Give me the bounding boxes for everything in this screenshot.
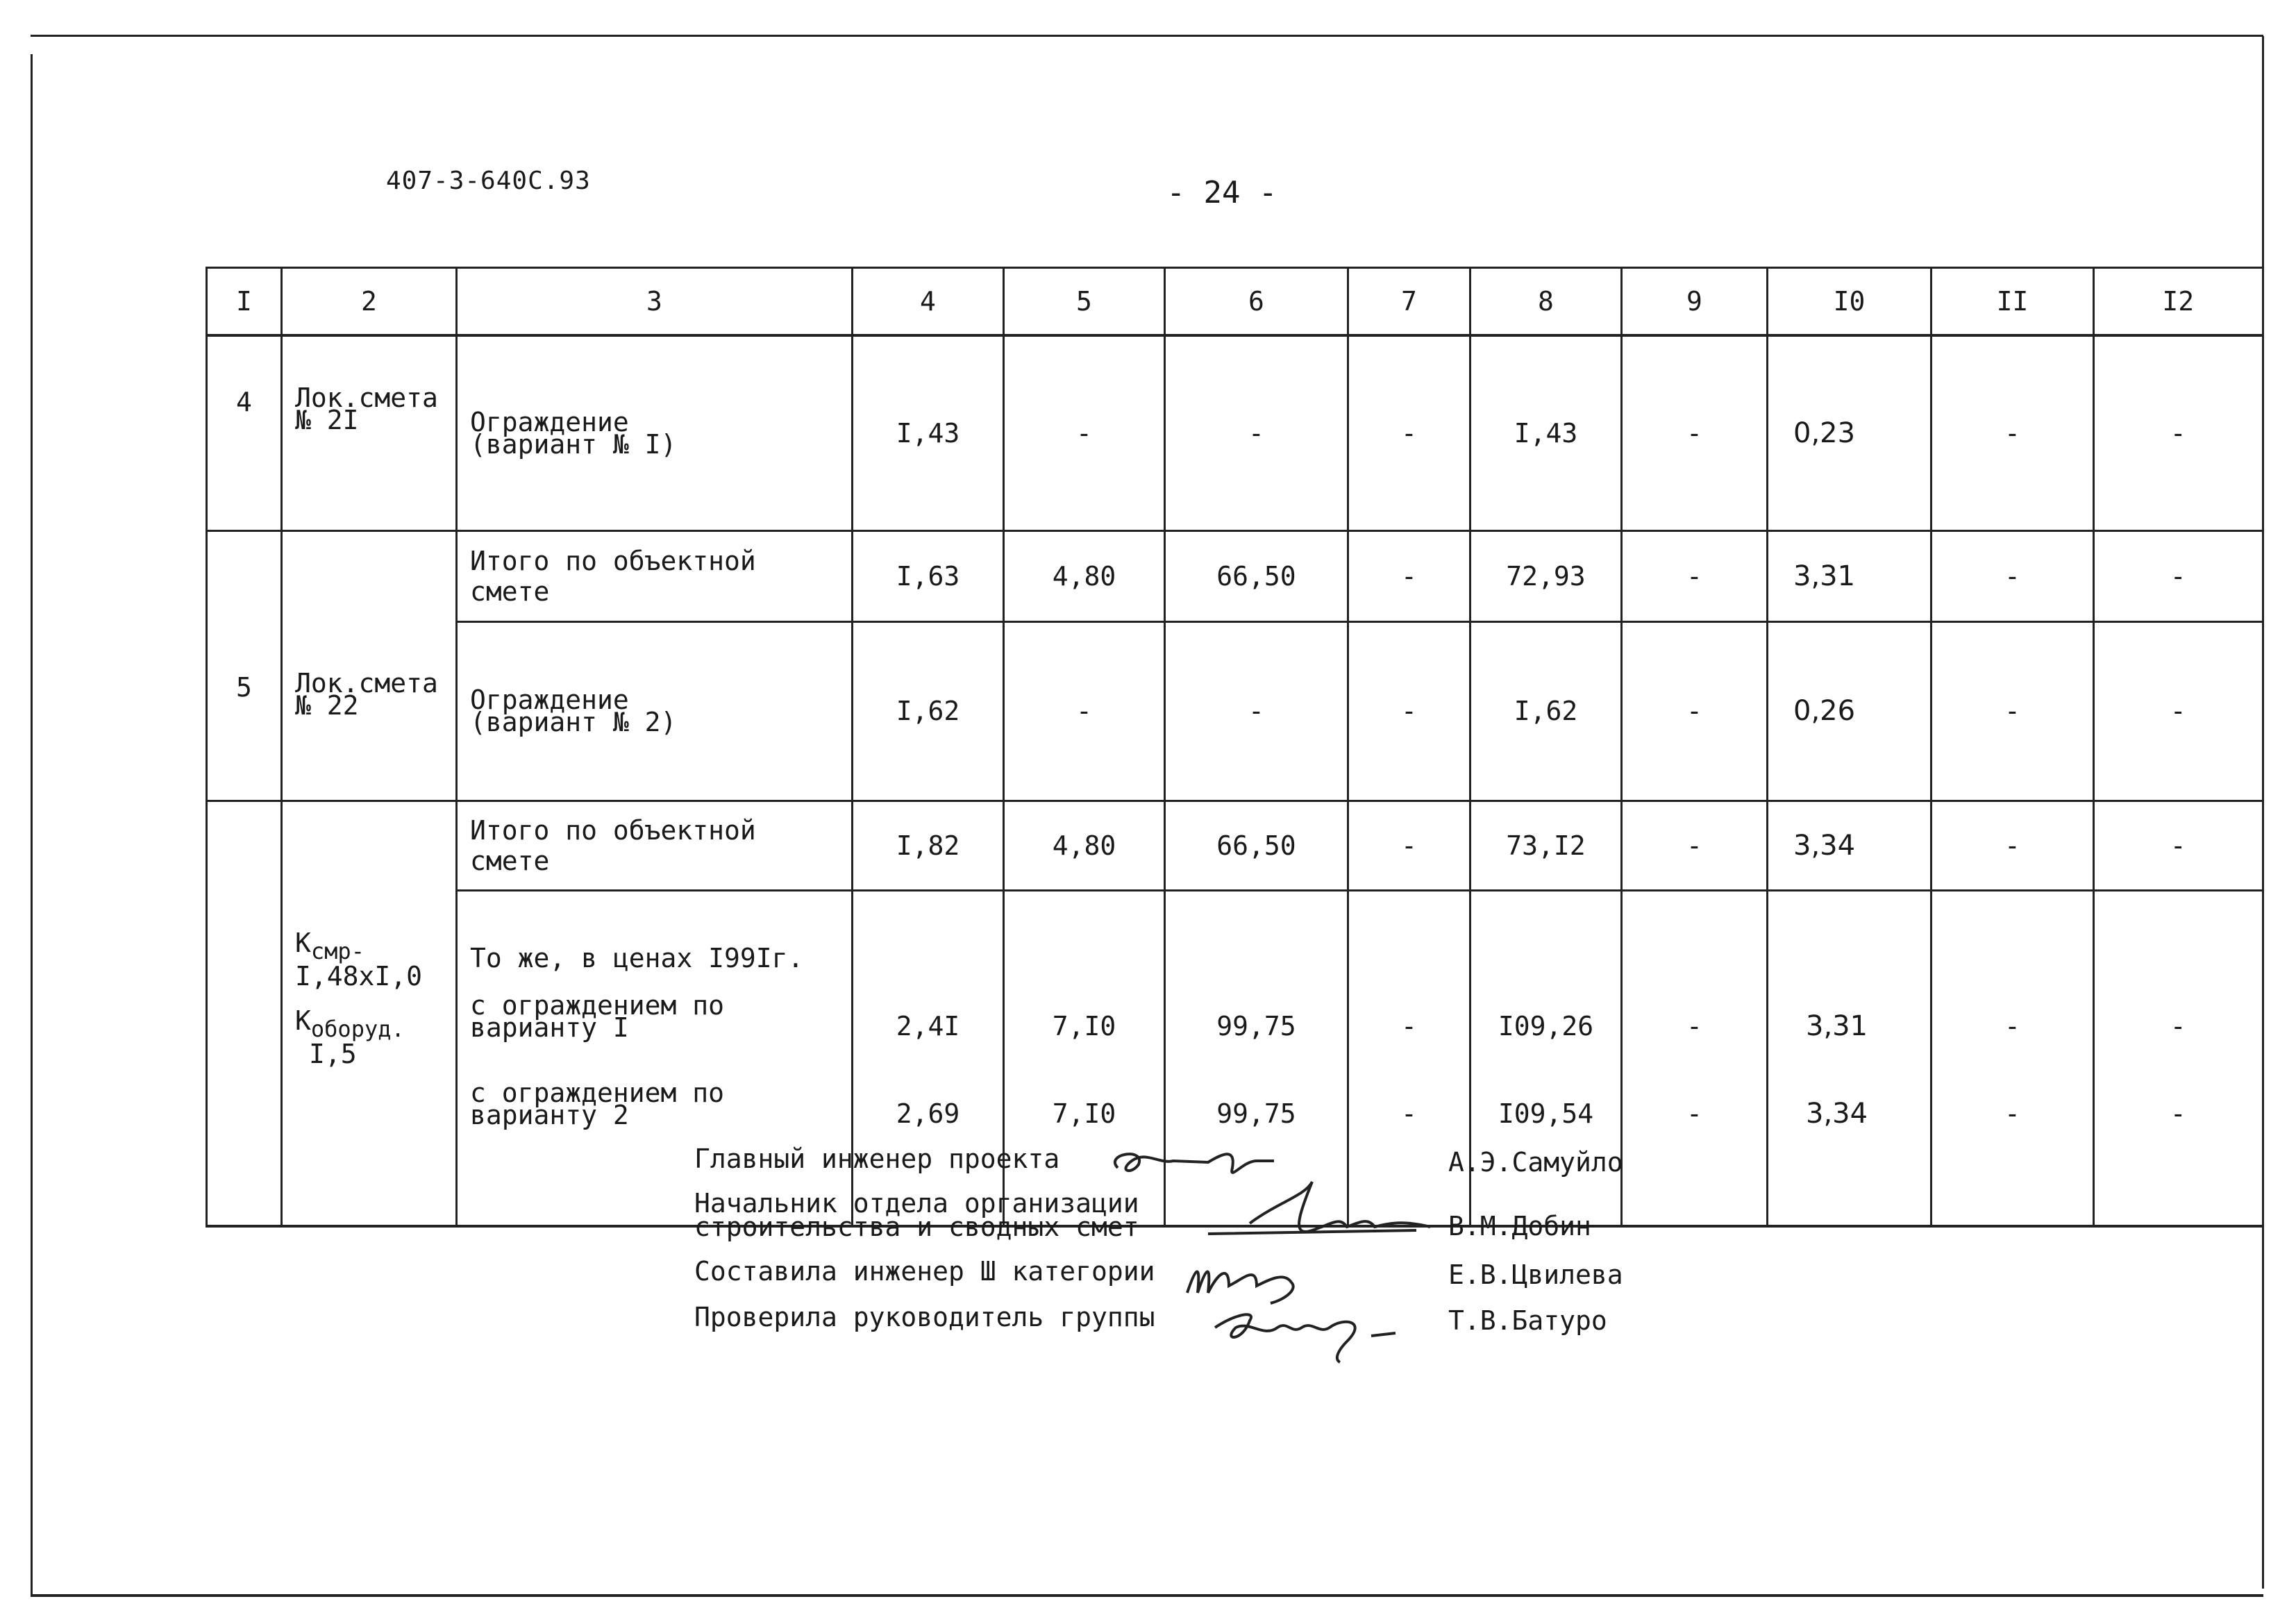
page-border-left xyxy=(31,54,33,1597)
cell-value: 73,I2 xyxy=(1470,801,1622,890)
cell-value: I,63 xyxy=(853,531,1004,622)
cell-value: - xyxy=(1686,1098,1702,1129)
cell-value: - xyxy=(2094,335,2262,531)
cell-value: 7,I0 xyxy=(1052,1098,1116,1129)
table-row xyxy=(207,531,2262,622)
final-values-col4 xyxy=(853,890,1004,1226)
cell-value: 2,4I xyxy=(896,1010,960,1041)
cell-value: I,43 xyxy=(1470,335,1622,531)
cell-value: - xyxy=(1348,622,1470,801)
cell-value: I09,26 xyxy=(1498,1010,1594,1041)
row-name xyxy=(457,622,853,801)
cell-value: - xyxy=(1622,531,1768,622)
signer-name: Е.В.Цвилева xyxy=(1448,1259,1623,1290)
cell-value: - xyxy=(2004,1010,2020,1041)
final-values-col11 xyxy=(1932,890,2094,1226)
cell-value: - xyxy=(1004,335,1165,531)
basis-line: Лок.смета xyxy=(295,667,438,698)
signer-role: Составила инженер Ш категории xyxy=(694,1256,1155,1287)
table-row xyxy=(207,801,2262,890)
row-basis xyxy=(282,622,457,801)
coefficient-smr: $К_{смр-}$ xyxy=(295,928,364,964)
cell-value-handwritten: 3,31 xyxy=(1768,531,1932,622)
final-name-cell xyxy=(457,890,853,1226)
cell-value: - xyxy=(1686,1010,1702,1041)
cell-value-handwritten: 3,31 xyxy=(1806,1010,1868,1042)
cell-value: I,43 xyxy=(853,335,1004,531)
handwritten-signature xyxy=(1208,1300,1416,1375)
table-row xyxy=(207,622,2262,801)
coefficient-equipment-value: I,5 xyxy=(309,1039,357,1069)
cell-value: - xyxy=(1622,801,1768,890)
signer-name: А.Э.Самуйло xyxy=(1448,1147,1623,1178)
page-border-top xyxy=(31,35,2263,37)
column-header: 5 xyxy=(1004,268,1165,336)
estimate-table xyxy=(206,267,2262,1228)
cell-value: I,82 xyxy=(853,801,1004,890)
cell-value: - xyxy=(2170,1098,2186,1129)
row-basis xyxy=(282,335,457,531)
document-code: 407-3-640С.93 xyxy=(386,167,591,195)
basis-line: № 2I xyxy=(295,405,359,435)
column-header: 6 xyxy=(1165,268,1348,336)
cell-value: - xyxy=(1932,335,2094,531)
cell-value: I09,54 xyxy=(1498,1098,1594,1129)
cell-value: - xyxy=(2094,801,2262,890)
column-header: I2 xyxy=(2094,268,2262,336)
name-line: Ограждение xyxy=(470,407,629,437)
column-header: 8 xyxy=(1470,268,1622,336)
coefficient-equipment: $К_{оборуд.}$ xyxy=(295,1005,405,1042)
row-number: 4 xyxy=(207,335,282,531)
name-line: (вариант № 2) xyxy=(470,707,677,738)
empty-cell xyxy=(282,801,457,890)
cell-value: 2,69 xyxy=(896,1098,960,1129)
table-row xyxy=(207,335,2262,531)
cell-value-handwritten: 3,34 xyxy=(1768,801,1932,890)
header-row xyxy=(207,268,2262,336)
cell-value: 4,80 xyxy=(1004,801,1165,890)
row-number: 5 xyxy=(207,622,282,801)
page-border-right xyxy=(2262,36,2264,1589)
final-values-col12 xyxy=(2094,890,2262,1226)
cell-value: - xyxy=(1401,1010,1417,1041)
cell-value: - xyxy=(2094,531,2262,622)
cell-value: I,62 xyxy=(853,622,1004,801)
cell-value: 4,80 xyxy=(1004,531,1165,622)
final-title: То же, в ценах I99Iг. xyxy=(470,942,804,973)
option2-line: с ограждением по xyxy=(470,1077,725,1108)
signer-role: Начальник отдела организации строительства и сводных смет xyxy=(694,1188,1139,1242)
signer-name: Т.В.Батуро xyxy=(1448,1305,1607,1336)
column-header: 4 xyxy=(853,268,1004,336)
signer-name: В.М.Добин xyxy=(1448,1211,1591,1241)
row-name: Итого по объектной смете xyxy=(457,801,853,890)
empty-cell xyxy=(207,890,282,1226)
basis-line: Лок.смета xyxy=(295,383,438,413)
name-line: (вариант № I) xyxy=(470,429,677,460)
final-values-col10 xyxy=(1768,890,1932,1226)
cell-value: - xyxy=(1932,801,2094,890)
cell-value: - xyxy=(1401,1098,1417,1129)
cell-value: - xyxy=(2170,1010,2186,1041)
column-header: 7 xyxy=(1348,268,1470,336)
column-header: I0 xyxy=(1768,268,1932,336)
cell-value: - xyxy=(1622,622,1768,801)
column-header: 3 xyxy=(457,268,853,336)
column-header: I xyxy=(207,268,282,336)
cell-value: 99,75 xyxy=(1216,1098,1296,1129)
final-values-col9 xyxy=(1622,890,1768,1226)
row-name xyxy=(457,335,853,531)
signer-role: Проверила руководитель группы xyxy=(694,1302,1155,1332)
page-border-bottom xyxy=(31,1594,2263,1597)
name-line: Ограждение xyxy=(470,685,629,716)
cell-value: 72,93 xyxy=(1470,531,1622,622)
signer-role: Главный инженер проекта xyxy=(694,1144,1060,1174)
page-number: - 24 - xyxy=(1166,175,1277,210)
cell-value: - xyxy=(1004,622,1165,801)
cell-value-handwritten: 0,23 xyxy=(1768,335,1932,531)
cell-value: 99,75 xyxy=(1216,1010,1296,1041)
cell-value: 66,50 xyxy=(1165,531,1348,622)
cell-value: - xyxy=(1622,335,1768,531)
cell-value: - xyxy=(2094,622,2262,801)
column-header: 2 xyxy=(282,268,457,336)
coefficients-cell xyxy=(282,890,457,1226)
option1-line: варианту I xyxy=(470,1012,629,1043)
handwritten-signature xyxy=(1208,1175,1437,1257)
column-header: 9 xyxy=(1622,268,1768,336)
cell-value: - xyxy=(1165,335,1348,531)
option1-line: с ограждением по xyxy=(470,989,725,1021)
row-name: Итого по объектной смете xyxy=(457,531,853,622)
coefficient-smr-value: I,48xI,0 xyxy=(295,961,423,991)
cell-value: - xyxy=(1348,531,1470,622)
cell-value: - xyxy=(1348,801,1470,890)
cell-value: - xyxy=(1932,622,2094,801)
cell-value: 7,I0 xyxy=(1052,1010,1116,1041)
basis-line: № 22 xyxy=(295,689,359,721)
cell-value: 66,50 xyxy=(1165,801,1348,890)
cell-value: I,62 xyxy=(1470,622,1622,801)
cell-value: - xyxy=(1932,531,2094,622)
cell-value-handwritten: 3,34 xyxy=(1806,1097,1868,1130)
cell-value: - xyxy=(1348,335,1470,531)
empty-cell xyxy=(282,531,457,622)
option2-line: варианту 2 xyxy=(470,1099,629,1130)
cell-value-handwritten: 0,26 xyxy=(1768,622,1932,801)
cell-value: - xyxy=(2004,1098,2020,1129)
column-header: II xyxy=(1932,268,2094,336)
cell-value: - xyxy=(1165,622,1348,801)
empty-cell xyxy=(207,801,282,890)
empty-cell xyxy=(207,531,282,622)
